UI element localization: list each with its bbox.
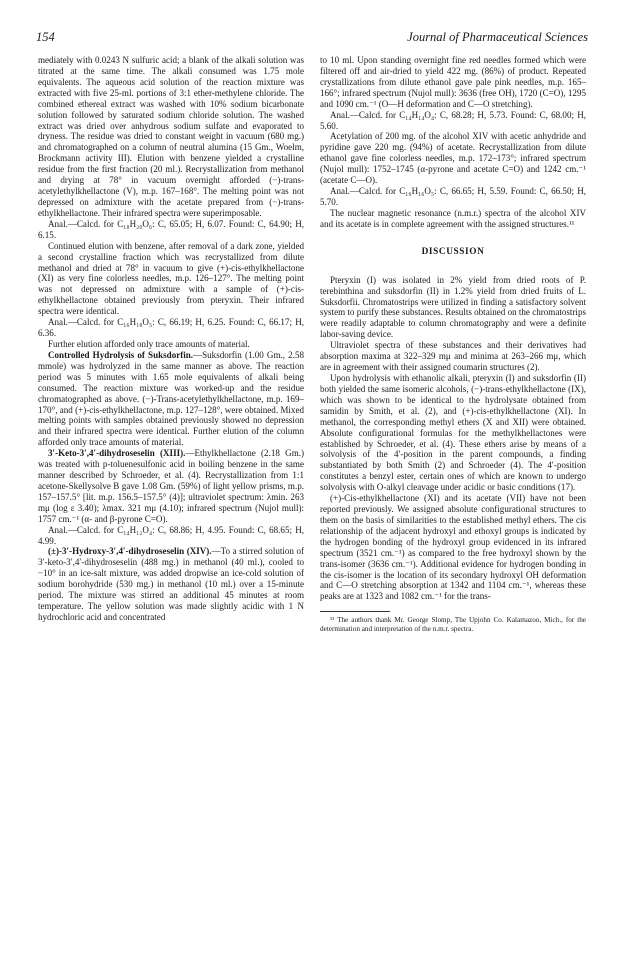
body-paragraph: mediately with 0.0243 N sulfuric acid; a blank of the alkali solution was titrated at the same time. The alkali consumed was 1.75 mole equivalents. The aqueous acid solution of the reaction mixture was extracted with five 25-ml. portions of 3:1 ether-methylene chloride. The combined ethereal extract was washed with 10% sodium bicarbonate solution followed by saturated sodium chloride solution. The washed extract was dried over anhydrous sodium sulfate and evaporated to dryness. The residue was dried to constant weight in vacuum (680 mg.) and chromatographed on a column of neutral alumina (15 Gm., Woelm, Brockmann activity III). Elution with benzene yielded a crystalline residue from the first fraction (20 ml.). Recrystallization from methanol and drying at 78° in vacuum overnight afforded (−)-trans-acetylethylkhellactone (V), m.p. 167–168°. The melting point was not depressed on admixture with the acetate prepared from (−)-trans-ethylkhellactone. Their infrared spectra were superimposable. xyxy=(38,55,304,218)
body-paragraph: Ultraviolet spectra of these substances and their derivatives had absorption maxima at 322–329 mμ and minima at 263–266 mμ, which are in agreement with their assigned coumarin structures (2). xyxy=(320,340,586,373)
subsection-paragraph xyxy=(38,448,304,524)
body-paragraph: Acetylation of 200 mg. of the alcohol XIV with acetic anhydride and pyridine gave 220 mg. (94%) of acetate. Recrystallization from dilute ethanol gave fine colorless needles, m.p. 172–173°; infrared spectrum (Nujol mull): 1752–1745 (α-pyrone and acetate C=O) and 1242 cm.⁻¹ (acetate C—O). xyxy=(320,131,586,186)
subsection-heading: (±)-3′-Hydroxy-3′,4′-dihydroseselin (XIV). xyxy=(48,546,212,557)
body-paragraph: The nuclear magnetic resonance (n.m.r.) spectra of the alcohol XIV and its acetate is in complete agreement with the assigned structures.¹¹ xyxy=(320,207,586,229)
body-paragraph: to 10 ml. Upon standing overnight fine red needles formed which were filtered off and air-dried to yield 422 mg. (86%) of product. Repeated crystallizations from dilute ethanol gave pale pink needles, m.p. 165–166°; infrared spectrum (Nujol mull): 3636 (free OH), 1720 (C=O), 1295 and 1090 cm.⁻¹ (O—H deformation and C—O stretching). xyxy=(320,55,586,109)
left-column xyxy=(38,55,304,623)
subsection-heading: Controlled Hydrolysis of Suksdorfin. xyxy=(48,349,194,360)
subsection-paragraph xyxy=(38,546,304,622)
footnote: ¹¹ The authors thank Mr. George Slomp, The Upjohn Co. Kalamazoo, Mich., for the determination and interpretation of the n.m.r. spectra. xyxy=(320,616,586,633)
body-paragraph: Anal.—Calcd. for C₁₆H₁₆O₅: C, 66.65; H, 5.59. Found: C, 66.50; H, 5.70. xyxy=(320,186,586,207)
subsection-text: —Suksdorfin (1.00 Gm., 2.58 mmole) was hydrolyzed in the same manner as above. The reaction period was 5 minutes with 1.65 mole equivalents of alkali being consumed. The reaction mixture was worked-up and the residue chromatographed as above. (−)-Trans-acetylethylkhellactone, m.p. 169–170°, and (+)-cis-ethylkhellactone, m.p. 127–128°, were obtained. Mixed melting points with samples obtained previously showed no depression and their infrared spectra were identical. Further elution of the column afforded only trace amounts of material. xyxy=(38,349,304,448)
body-paragraph: Anal.—Calcd. for C₁₆H₁₈O₅: C, 66.19; H, 6.25. Found: C, 66.17; H, 6.36. xyxy=(38,317,304,339)
subsection-heading: 3′-Keto-3′,4′-dihydroseselin (XIII). xyxy=(48,448,186,459)
body-paragraph: (+)-Cis-ethylkhellactone (XI) and its acetate (VII) have not been reported previously. We assigned absolute configurational structures to them on the basis of similarities to the established methyl ethers. The cis relationship of the adjacent hydroxyl and ethoxyl groups is indicated by the hydrogen bonding of the hydroxyl group evidenced in its infrared spectrum (3521 cm.⁻¹) as compared to the free hydroxyl shown by the trans-isomer (3636 cm.⁻¹). Additional evidence for hydrogen bonding in the cis-isomer is the location of its secondary hydroxyl OH deformation and C—O stretching absorption at 1342 and 1104 cm.⁻¹, whereas these peaks are at 1323 and 1082 cm.⁻¹ for the trans- xyxy=(320,493,586,602)
subsection-text: —Ethylkhellactone (2.18 Gm.) was treated with p-toluenesulfonic acid in boiling benzene in the same manner described by Schroeder, et al. (4). Recrystallization from 1:1 acetone-Skellysolve B gave 1.08 Gm. (59%) of light yellow prisms, m.p. 157–157.5° [lit. m.p. 156.5–157.5° (4)]; ultraviolet spectrum: λmin. 263 mμ (log ε 3.40); λmax. 321 mμ (4.10); infrared spectrum (Nujol mull): 1757 cm.⁻¹ (α- and β-pyrone C=O). xyxy=(38,448,305,524)
page-number: 154 xyxy=(36,30,55,44)
body-paragraph: Continued elution with benzene, after removal of a dark zone, yielded a second crystalline fraction which was recrystallized from dilute methanol and dried at 78° in vacuum to give (+)-cis-ethylkhellactone (XI) as very fine colorless needles, m.p. 126–127°. The melting point was not depressed on admixture with a sample of (+)-cis-ethylkhellactone obtained previously from pteryxin. Their infrared spectra were identical. xyxy=(38,240,304,317)
body-paragraph: Anal.—Calcd. for C₁₄H₁₂O₄: C, 68.86; H, 4.95. Found: C, 68.65; H, 4.99. xyxy=(38,524,304,546)
body-paragraph: Anal.—Calcd. for C₁₄H₁₄O₄: C, 68.28; H, 5.73. Found: C, 68.00; H, 5.60. xyxy=(320,109,586,131)
page-header xyxy=(36,30,588,46)
section-heading: DISCUSSION xyxy=(421,246,485,257)
subsection-text: —To a stirred solution of 3′-keto-3′,4′-dihydroseselin (488 mg.) in methanol (40 ml.), cooled to −10° in an ice-salt mixture, was added dropwise an ice-cold solution of sodium borohydride (530 mg.) in methanol (10 ml.) over a 15-minute period. The mixture was stirred an additional 45 minutes at room temperature. The yellow solution was made slightly acidic with 1 N hydrochloric acid and concentrated xyxy=(38,546,304,623)
body-paragraph: Anal.—Calcd. for C₁₈H₂₀O₆: C, 65.05; H, 6.07. Found: C, 64.90; H, 6.15. xyxy=(38,218,304,240)
body-paragraph: Further elution afforded only trace amounts of material. xyxy=(48,338,250,349)
right-column xyxy=(320,55,586,634)
subsection-paragraph xyxy=(38,350,304,448)
body-paragraph: Upon hydrolysis with ethanolic alkali, pteryxin (I) and suksdorfin (II) both yielded the same isomeric alcohols, (−)-trans-ethylkhellactone (IX), which was shown to be identical to the hydrolysate obtained from samidin by Smith, et al. (2), and (+)-cis-ethylkhellactone (XI). In methanol, the corresponding methyl ethers (X and XII) were obtained. Absolute configurational formulas for the methylkhellactones were established by Schroeder, et al. (4). These ethers arise by means of a solvolysis of the 4′-position in the parent compounds, a finding substantiated by both Smith (2) and Schroeder (4). The 4′-position constitutes a benzyl ester, certain ones of which are known to undergo solvolysis with O-alkyl cleavage under acidic or basic conditions (17). xyxy=(320,372,586,493)
journal-title: Journal of Pharmaceutical Sciences xyxy=(407,30,588,44)
body-paragraph: Pteryxin (I) was isolated in 2% yield from dried roots of P. terebinthina and suksdorfin (II) in 1.2% yield from dried fruits of L. Suksdorfii. Chromatostrips were utilized in finding a satisfactory solvent system to purify these substances. Results obtained on the chromatostrips were readily adaptable to column chromatography and were a definite labor-saving device. xyxy=(320,274,586,340)
footnote-divider xyxy=(320,611,390,612)
